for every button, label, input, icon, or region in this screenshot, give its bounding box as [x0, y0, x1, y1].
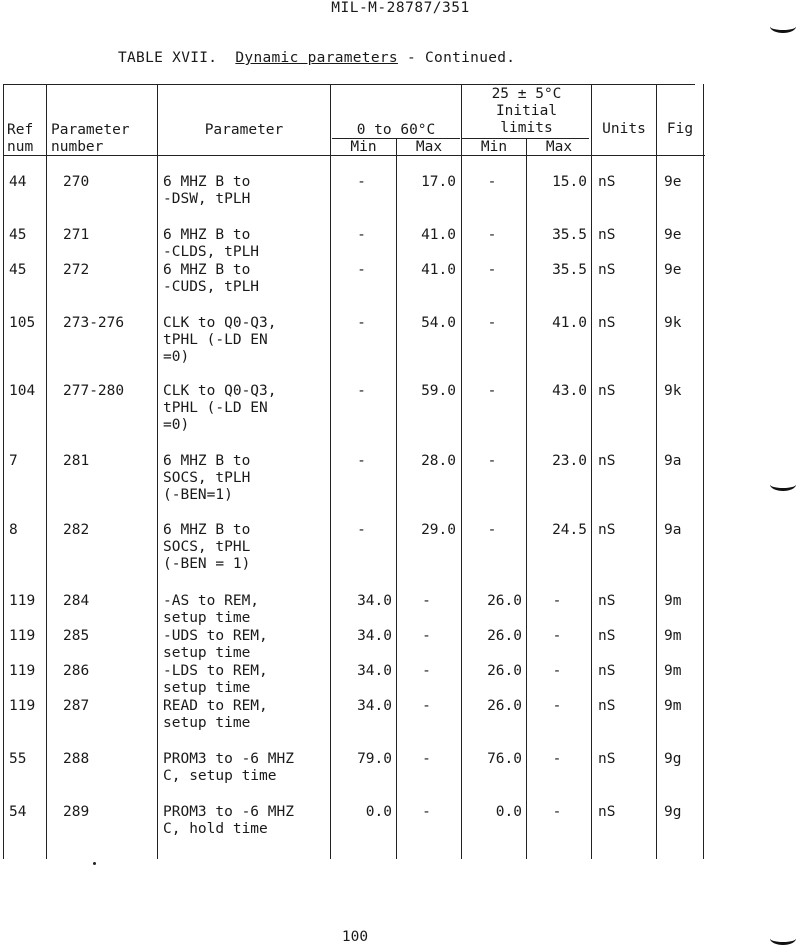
cell-max-0-60: 41.0: [421, 262, 456, 278]
cell-ref: 44: [9, 174, 27, 190]
cell-fig: 9m: [664, 593, 682, 609]
cell-min-0-60: -: [357, 315, 366, 331]
cell-fig: 9g: [664, 804, 682, 820]
caption-prefix: TABLE XVII.: [118, 50, 236, 66]
col-line-9: [703, 84, 704, 859]
header-range-25-line1: 25 ± 5°C: [491, 86, 562, 102]
cell-parameter: -UDS to REM, setup time: [163, 628, 268, 661]
cell-max-initial: 35.5: [552, 227, 587, 243]
header-units: Units: [602, 121, 646, 137]
cell-min-0-60: -: [357, 453, 366, 469]
cell-min-0-60: 34.0: [357, 593, 392, 609]
cell-min-0-60: 79.0: [357, 751, 392, 767]
cell-min-initial: -: [487, 174, 497, 190]
cell-min-0-60: 0.0: [365, 804, 392, 820]
col-line-5: [461, 84, 462, 859]
cell-max-initial: -: [552, 628, 562, 644]
cell-ref: 45: [9, 262, 27, 278]
binding-mark-bottom: [770, 932, 796, 945]
binding-mark-top: [770, 20, 796, 33]
cell-max-initial: -: [552, 593, 562, 609]
cell-ref: 7: [9, 453, 18, 469]
cell-parameter: 6 MHZ B to SOCS, tPHL (-BEN = 1): [163, 522, 251, 572]
cell-ref: 119: [9, 593, 36, 609]
cell-parameter-number: 282: [63, 522, 90, 538]
header-parameter-number-1: Parameter: [51, 122, 130, 138]
cell-parameter-number: 285: [63, 628, 90, 644]
cell-parameter: 6 MHZ B to -DSW, tPLH: [163, 174, 251, 207]
cell-fig: 9m: [664, 628, 682, 644]
cell-ref: 54: [9, 804, 27, 820]
cell-parameter-number: 286: [63, 663, 90, 679]
cell-parameter: 6 MHZ B to -CLDS, tPLH: [163, 227, 260, 260]
cell-units: nS: [598, 628, 616, 644]
cell-ref: 8: [9, 522, 18, 538]
cell-min-initial: 0.0: [495, 804, 522, 820]
cell-max-initial: 24.5: [552, 522, 587, 538]
cell-units: nS: [598, 593, 616, 609]
cell-max-0-60: 29.0: [421, 522, 456, 538]
cell-ref: 105: [9, 315, 36, 331]
header-ref: Ref: [7, 122, 34, 138]
cell-max-initial: 23.0: [552, 453, 587, 469]
cell-min-initial: 26.0: [487, 628, 522, 644]
cell-parameter: PROM3 to -6 MHZ C, hold time: [163, 804, 294, 837]
cell-parameter-number: 284: [63, 593, 90, 609]
cell-fig: 9k: [664, 383, 682, 399]
col-line-0: [3, 84, 4, 859]
cell-fig: 9m: [664, 698, 682, 714]
cell-units: nS: [598, 262, 616, 278]
col-line-7: [591, 84, 592, 859]
cell-max-initial: -: [552, 751, 562, 767]
cell-units: nS: [598, 315, 616, 331]
cell-max-initial: 35.5: [552, 262, 587, 278]
cell-fig: 9a: [664, 453, 682, 469]
cell-max-0-60: -: [422, 663, 431, 679]
cell-parameter-number: 289: [63, 804, 90, 820]
cell-fig: 9m: [664, 663, 682, 679]
cell-max-0-60: -: [422, 751, 431, 767]
cell-ref: 45: [9, 227, 27, 243]
cell-parameter-number: 270: [63, 174, 90, 190]
cell-min-initial: 26.0: [487, 593, 522, 609]
header-min-2: Min: [480, 139, 508, 155]
cell-min-0-60: -: [357, 383, 366, 399]
cell-max-0-60: 41.0: [421, 227, 456, 243]
cell-max-0-60: -: [422, 628, 431, 644]
page-number: 100: [341, 929, 369, 945]
cell-min-0-60: -: [357, 227, 366, 243]
cell-units: nS: [598, 751, 616, 767]
cell-units: nS: [598, 804, 616, 820]
cell-parameter-number: 288: [63, 751, 90, 767]
cell-min-initial: -: [487, 315, 497, 331]
header-ref-num: num: [7, 139, 34, 155]
cell-max-0-60: 59.0: [421, 383, 456, 399]
cell-max-initial: -: [552, 804, 562, 820]
cell-parameter-number: 277-280: [63, 383, 125, 399]
header-fig: Fig: [666, 121, 694, 137]
stray-dot: [93, 862, 96, 865]
document-header: MIL-M-28787/351: [331, 0, 470, 16]
header-parameter-number-2: number: [51, 139, 104, 155]
cell-min-initial: 26.0: [487, 663, 522, 679]
cell-parameter: -AS to REM, setup time: [163, 593, 260, 626]
cell-units: nS: [598, 174, 616, 190]
cell-parameter: PROM3 to -6 MHZ C, setup time: [163, 751, 294, 784]
header-max-1: Max: [415, 139, 443, 155]
cell-ref: 104: [9, 383, 36, 399]
cell-units: nS: [598, 663, 616, 679]
col-line-1: [46, 84, 47, 859]
cell-min-initial: -: [487, 383, 497, 399]
cell-units: nS: [598, 383, 616, 399]
cell-parameter: READ to REM, setup time: [163, 698, 268, 731]
cell-units: nS: [598, 698, 616, 714]
caption-suffix: - Continued.: [397, 50, 516, 66]
cell-min-initial: -: [487, 453, 497, 469]
header-range-25-line3: limits: [500, 120, 553, 136]
cell-fig: 9e: [664, 174, 682, 190]
cell-parameter: CLK to Q0-Q3, tPHL (-LD EN =0): [163, 383, 277, 433]
cell-min-0-60: 34.0: [357, 628, 392, 644]
cell-ref: 55: [9, 751, 27, 767]
cell-parameter: 6 MHZ B to -CUDS, tPLH: [163, 262, 260, 295]
cell-parameter: 6 MHZ B to SOCS, tPLH (-BEN=1): [163, 453, 251, 503]
cell-ref: 119: [9, 628, 36, 644]
binding-mark-middle: [770, 478, 796, 491]
cell-fig: 9a: [664, 522, 682, 538]
cell-units: nS: [598, 227, 616, 243]
header-min-1: Min: [350, 139, 377, 155]
cell-min-initial: 26.0: [487, 698, 522, 714]
col-line-2: [157, 84, 158, 859]
col-line-3: [330, 84, 331, 859]
cell-parameter-number: 281: [63, 453, 90, 469]
cell-parameter: -LDS to REM, setup time: [163, 663, 268, 696]
cell-min-0-60: -: [357, 262, 366, 278]
cell-max-0-60: 54.0: [421, 315, 456, 331]
cell-fig: 9e: [664, 227, 682, 243]
header-range-0-60: 0 to 60°C: [356, 122, 436, 138]
cell-max-0-60: -: [422, 804, 431, 820]
header-parameter: Parameter: [204, 122, 284, 138]
cell-max-0-60: 28.0: [421, 453, 456, 469]
cell-max-initial: -: [552, 663, 562, 679]
cell-ref: 119: [9, 698, 36, 714]
cell-min-0-60: 34.0: [357, 663, 392, 679]
cell-min-initial: -: [487, 227, 497, 243]
cell-parameter-number: 272: [63, 262, 90, 278]
cell-min-initial: -: [487, 262, 497, 278]
cell-parameter: CLK to Q0-Q3, tPHL (-LD EN =0): [163, 315, 277, 365]
cell-ref: 119: [9, 663, 36, 679]
cell-min-0-60: 34.0: [357, 698, 392, 714]
header-max-2: Max: [545, 139, 573, 155]
cell-fig: 9k: [664, 315, 682, 331]
cell-fig: 9g: [664, 751, 682, 767]
col-line-8: [656, 84, 657, 859]
cell-units: nS: [598, 522, 616, 538]
cell-min-initial: 76.0: [487, 751, 522, 767]
cell-parameter-number: 287: [63, 698, 90, 714]
cell-max-0-60: -: [422, 698, 431, 714]
cell-min-initial: -: [487, 522, 497, 538]
cell-max-0-60: -: [422, 593, 431, 609]
caption-underlined: Dynamic parameters: [235, 50, 398, 66]
cell-units: nS: [598, 453, 616, 469]
cell-max-initial: 15.0: [552, 174, 587, 190]
cell-max-initial: 43.0: [552, 383, 587, 399]
cell-parameter-number: 273-276: [63, 315, 125, 331]
cell-min-0-60: -: [357, 174, 366, 190]
cell-fig: 9e: [664, 262, 682, 278]
cell-max-initial: -: [552, 698, 562, 714]
table-caption: [118, 50, 515, 66]
cell-max-initial: 41.0: [552, 315, 587, 331]
cell-parameter-number: 271: [63, 227, 90, 243]
cell-max-0-60: 17.0: [421, 174, 456, 190]
header-range-25-line2: Initial: [495, 103, 558, 119]
cell-min-0-60: -: [357, 522, 366, 538]
